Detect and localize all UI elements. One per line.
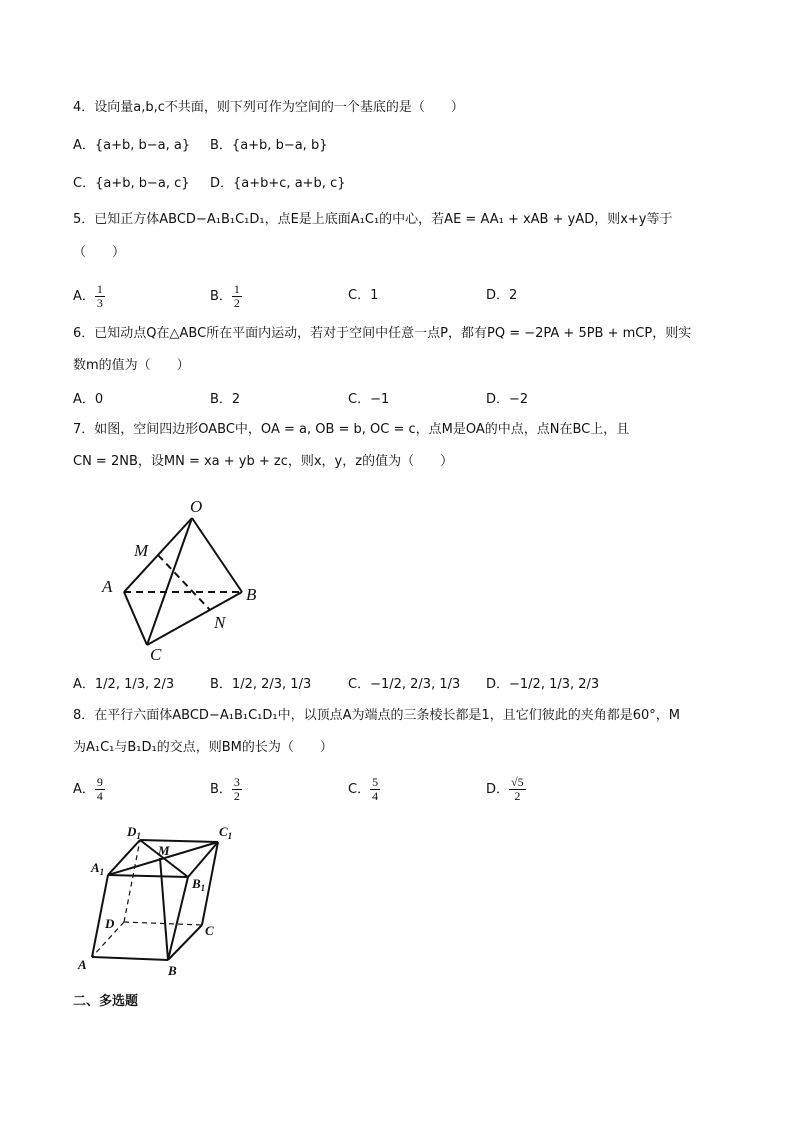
edge-b1-a1	[108, 875, 188, 877]
q8-b-fraction: $\frac{3}{2}$	[233, 775, 240, 803]
q8-label-b1: $B_1$	[192, 876, 206, 893]
q6-option-b: B．2	[210, 392, 241, 407]
q7-label-m: M	[134, 541, 149, 560]
q8-label-b: B	[168, 963, 177, 978]
q5-b-fraction: $\frac{1}{2}$	[233, 282, 240, 310]
edge-b-b1	[168, 877, 188, 960]
q8-d-fraction: $\frac{√5}{2}$	[511, 775, 524, 803]
edge-d1-c1	[140, 840, 218, 842]
edge-a-b	[92, 957, 168, 960]
q5-option-d: D．2	[486, 288, 518, 303]
q8-label-c1: $C_1$	[219, 824, 233, 841]
q8-c-fraction: $\frac{5}{4}$	[372, 775, 379, 803]
q7-option-b: B．1/2, 2/3, 1/3	[210, 677, 312, 692]
q8-option-c: C． $\frac{5}{4}$	[348, 775, 379, 803]
q6-stem-2: 数m的值为（ ）	[73, 358, 190, 373]
q6-option-a: A．0	[73, 392, 104, 407]
section-title: 二、多选题	[73, 994, 139, 1009]
q6-option-c: C．−1	[348, 392, 390, 407]
q7-option-d: D．−1/2, 1/3, 2/3	[486, 677, 600, 692]
q5-stem: 5．已知正方体ABCD−A₁B₁C₁D₁，点E是上底面A₁C₁的中心，若AE = AA₁ + xAB + yAD，则x+y等于	[73, 212, 673, 227]
q5-a-fraction: $\frac{1}{3}$	[96, 282, 103, 310]
q7-label-a: A	[102, 577, 113, 596]
q8-label-d: D	[105, 916, 115, 931]
q4-option-d: D．{a+b+c, a+b, c}	[210, 176, 346, 191]
q5-option-c: C．1	[348, 288, 379, 303]
q7-stem-2: CN = 2NB，设MN = xa + yb + zc，则x，y，z的值为（ ）	[73, 454, 454, 469]
q4-option-c: C．{a+b, b−a, c}	[73, 176, 190, 191]
q7-label-b: B	[246, 585, 257, 604]
q5-option-a: A． $\frac{1}{3}$	[73, 282, 103, 310]
q5-option-b: B． $\frac{1}{2}$	[210, 282, 240, 310]
q6-option-d: D．−2	[486, 392, 529, 407]
q7-option-a: A．1/2, 1/3, 2/3	[73, 677, 175, 692]
q8-label-a1: $A_1$	[91, 860, 105, 877]
q8-label-a: A	[78, 957, 87, 972]
q6-stem: 6．已知动点Q在△ABC所在平面内运动，若对于空间中任意一点P，都有PQ = −2PA + 5PB + mCP，则实	[73, 326, 692, 341]
q4-option-a: A．{a+b, b−a, a}	[73, 138, 191, 153]
q7-label-c: C	[150, 645, 162, 664]
q8-stem-2: 为A₁C₁与B₁D₁的交点，则BM的长为（ ）	[73, 740, 333, 755]
q8-option-b: B． $\frac{3}{2}$	[210, 775, 240, 803]
q8-label-d1: $D_1$	[127, 824, 141, 841]
q8-stem: 8．在平行六面体ABCD−A₁B₁C₁D₁中，以顶点A为端点的三条棱长都是1，且它们彼此的夹角都是60°，M	[73, 708, 681, 723]
q4-option-b: B．{a+b, b−a, b}	[210, 138, 328, 153]
q7-stem: 7．如图，空间四边形OABC中，OA = a, OB = b, OC = c，点M是OA的中点，点N在BC上，且	[73, 422, 630, 437]
edge-d-d1-hidden	[124, 840, 140, 922]
q7-label-o: O	[190, 497, 203, 516]
q7-label-n: N	[214, 613, 226, 632]
q5-paren: （ ）	[73, 245, 126, 260]
q8-option-a: A． $\frac{9}{4}$	[73, 775, 103, 803]
q7-option-c: C．−1/2, 2/3, 1/3	[348, 677, 461, 692]
q4-stem: 4．设向量a,b,c不共面，则下列可作为空间的一个基底的是（ ）	[73, 100, 464, 115]
q8-option-d: D． $\frac{√5}{2}$	[486, 775, 524, 803]
q8-label-c: C	[205, 923, 214, 938]
segment-bm	[160, 858, 168, 960]
q8-a-fraction: $\frac{9}{4}$	[96, 775, 103, 803]
edge-d-c-hidden	[124, 922, 202, 925]
q8-label-m: M	[158, 843, 170, 858]
